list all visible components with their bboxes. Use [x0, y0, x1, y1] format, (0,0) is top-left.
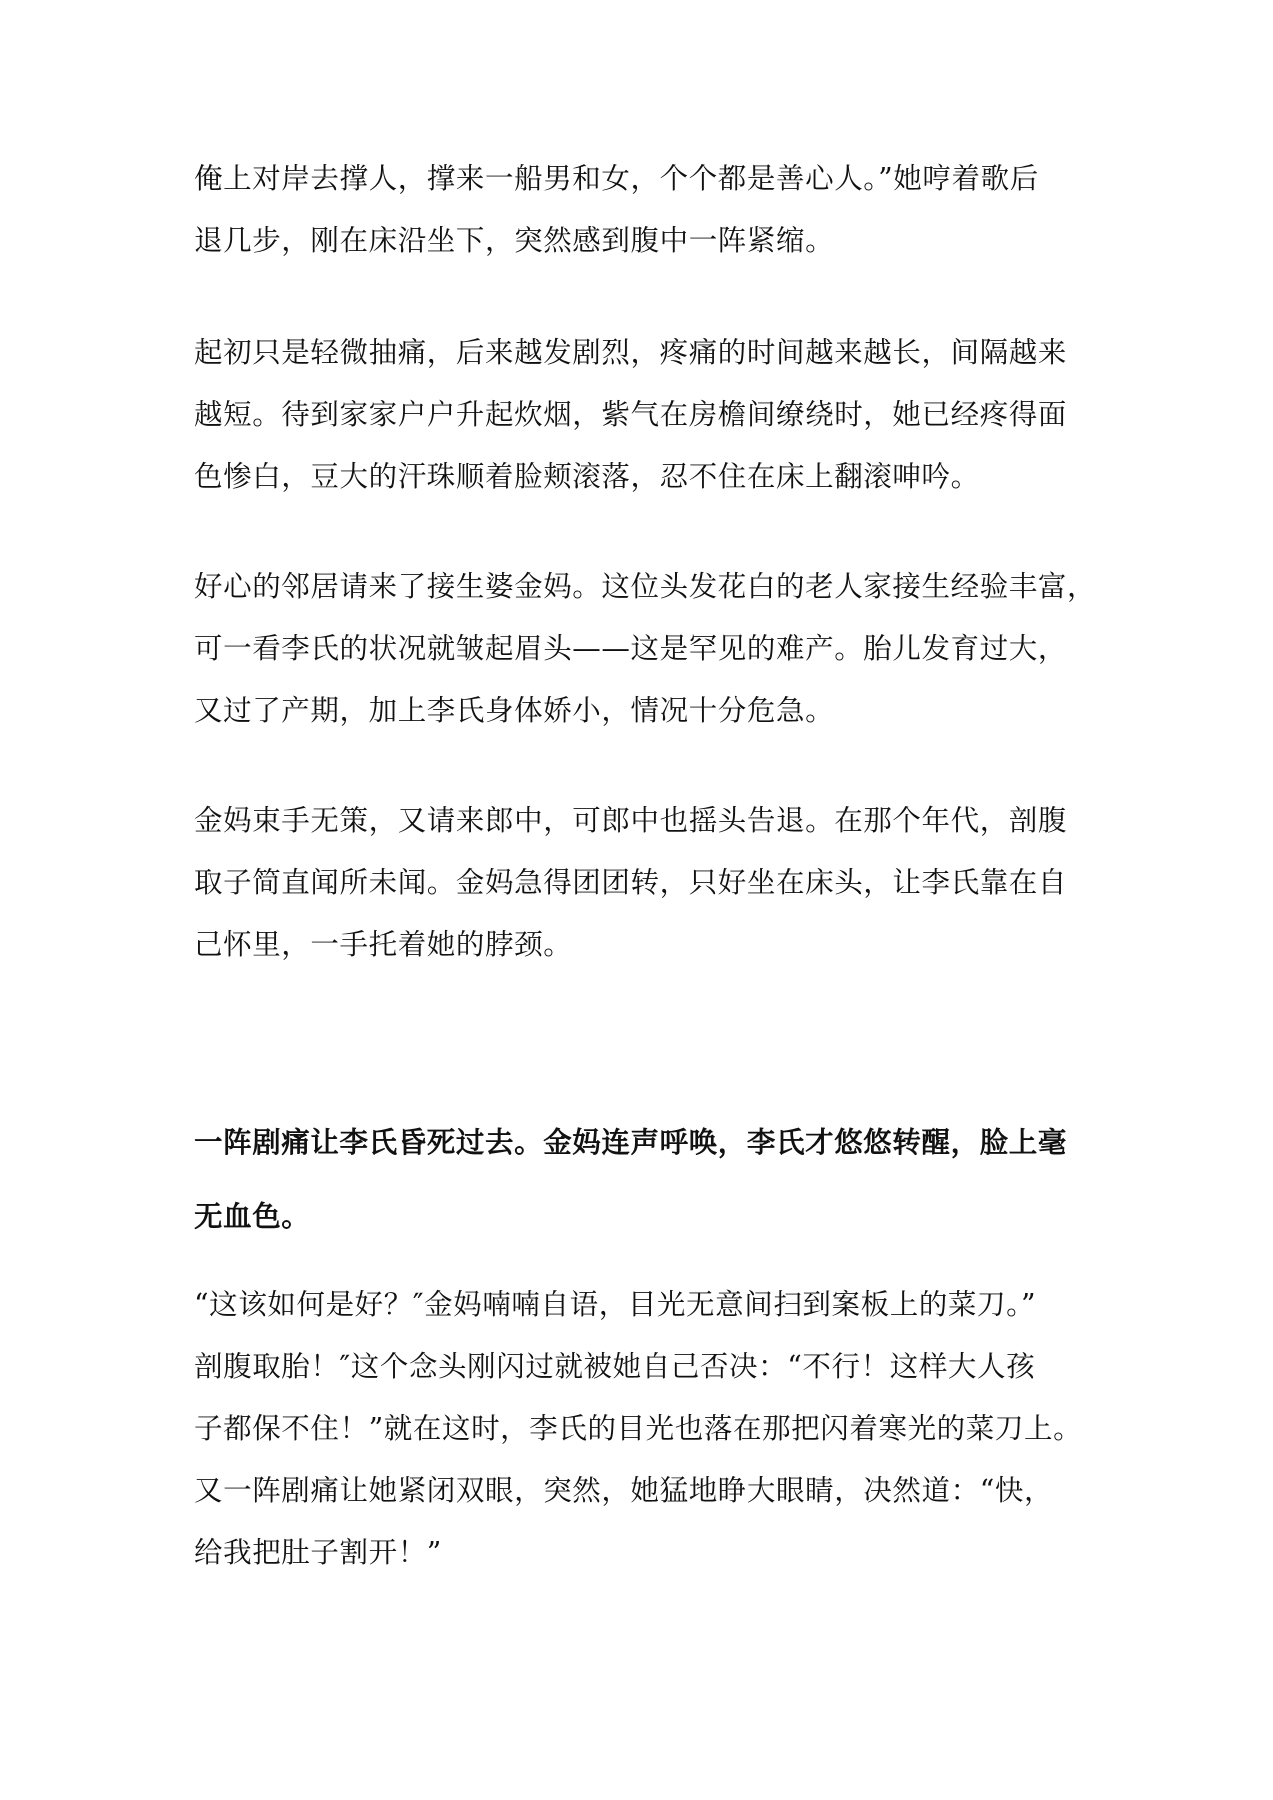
text-line: 一阵剧痛让李氏昏死过去。金妈连声呼唤，李氏才悠悠转醒，脸上毫 [194, 1126, 1068, 1159]
bold-paragraph [194, 1106, 1096, 1254]
text-line: 剖腹取胎！″这个念头刚闪过就被她自己否决：“不行！这样大人孩 [194, 1350, 1036, 1383]
text-line: 金妈束手无策，又请来郎中，可郎中也摇头告退。在那个年代，剖腹 [194, 804, 1068, 837]
text-line: 越短。待到家家户户升起炊烟，紫气在房檐间缭绕时，她已经疼得面 [194, 398, 1068, 431]
paragraph-1 [194, 148, 1096, 272]
text-line: 俺上对岸去撑人，撑来一船男和女，个个都是善心人。”她哼着歌后 [194, 162, 1039, 195]
text-line: 子都保不住！”就在这时，李氏的目光也落在那把闪着寒光的菜刀上。 [194, 1412, 1083, 1445]
paragraph-3 [194, 556, 1096, 742]
paragraph-2 [194, 322, 1096, 508]
text-line: 给我把肚子割开！” [194, 1536, 442, 1569]
paragraph-4 [194, 790, 1096, 976]
text-line: 可一看李氏的状况就皱起眉头——这是罕见的难产。胎儿发育过大， [194, 632, 1068, 665]
text-line: 无血色。 [194, 1200, 311, 1233]
text-line: 己怀里，一手托着她的脖颈。 [194, 928, 573, 961]
text-line: 好心的邻居请来了接生婆金妈。这位头发花白的老人家接生经验丰富， [194, 570, 1097, 603]
text-line: 取子简直闻所未闻。金妈急得团团转，只好坐在床头，让李氏靠在自 [194, 866, 1068, 899]
text-line: 退几步，刚在床沿坐下，突然感到腹中一阵紧缩。 [194, 224, 835, 257]
text-line: 又一阵剧痛让她紧闭双眼，突然，她猛地睁大眼睛，决然道：“快， [194, 1474, 1054, 1507]
text-line: “这该如何是好？″金妈喃喃自语，目光无意间扫到案板上的菜刀。” [194, 1288, 1037, 1321]
text-line: 又过了产期，加上李氏身体娇小，情况十分危急。 [194, 694, 835, 727]
text-line: 起初只是轻微抽痛，后来越发剧烈，疼痛的时间越来越长，间隔越来 [194, 336, 1068, 369]
text-line: 色惨白，豆大的汗珠顺着脸颊滚落，忍不住在床上翻滚呻吟。 [194, 460, 980, 493]
paragraph-6 [194, 1274, 1096, 1584]
